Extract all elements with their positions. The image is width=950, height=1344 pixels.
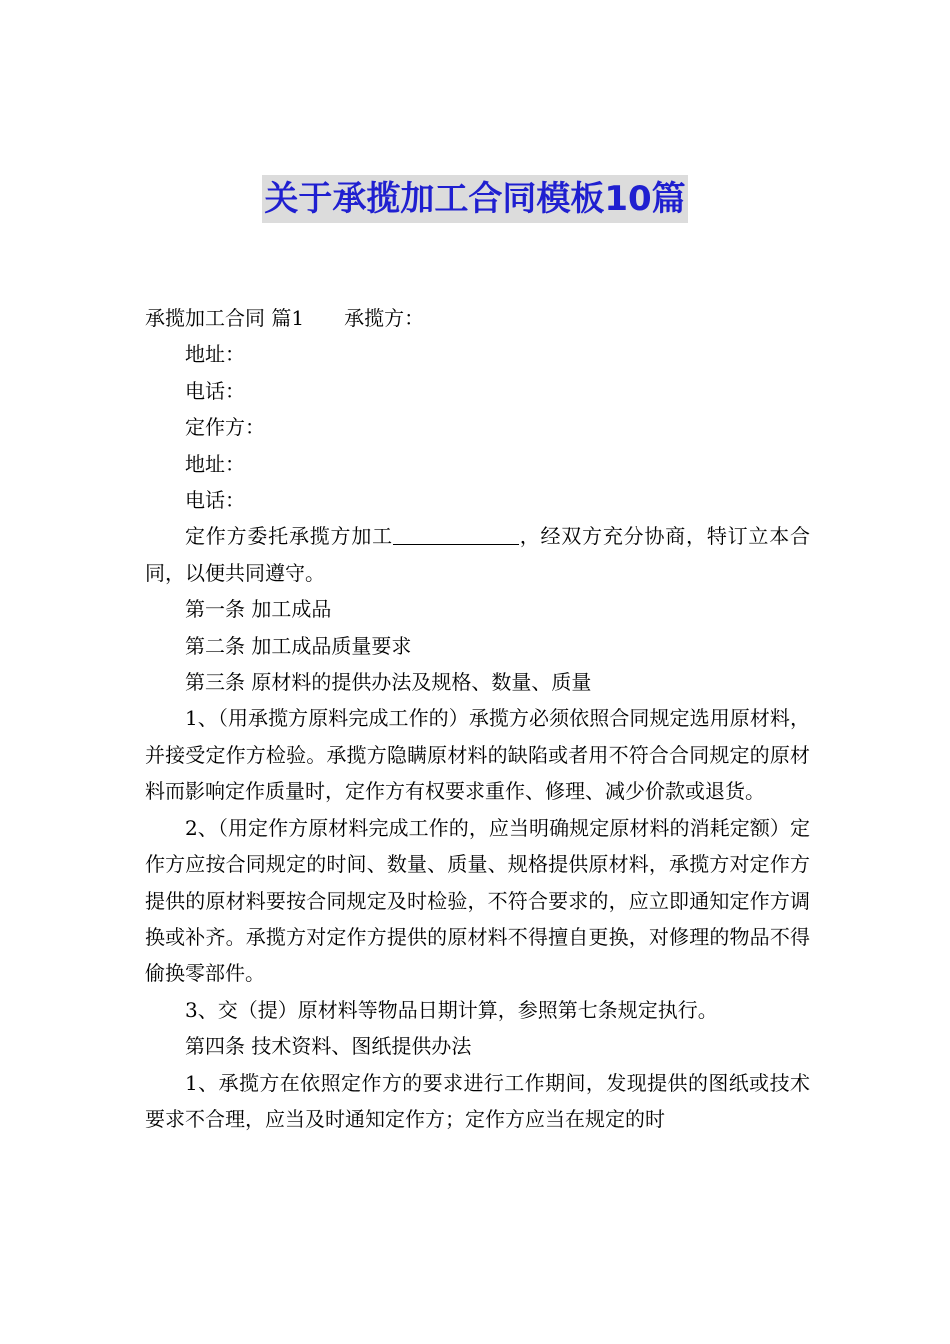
contractor-phone: 电话： <box>185 378 245 403</box>
article-1-heading: 第一条 加工成品 <box>185 597 332 622</box>
article-4-heading: 第四条 技术资料、图纸提供办法 <box>185 1034 472 1059</box>
article-4-clause-1: 1、承揽方在依照定作方的要求进行工作期间，发现提供的图纸或技术要求不合理，应当及时通知定作方；定作方应当在规定的时 <box>145 1070 810 1131</box>
orderer-phone: 电话： <box>185 488 245 513</box>
commission-paragraph <box>145 518 810 591</box>
page-title <box>0 175 950 223</box>
article-3-clause-1: 1、（用承揽方原料完成工作的）承揽方必须依照合同规定选用原材料，并接受定作方检验。承揽方隐瞒原材料的缺陷或者用不符合合同规定的原材料而影响定作质量时，定作方有权要求重作、修理、减少价款或退货。 <box>145 706 810 804</box>
article-3-clause-3: 3、交（提）原材料等物品日期计算，参照第七条规定执行。 <box>185 997 718 1022</box>
orderer-label: 定作方： <box>185 415 265 440</box>
article-3-clause-2: 2、（用定作方原材料完成工作的，应当明确规定原材料的消耗定额）定作方应按合同规定的时间、数量、质量、规格提供原材料，承揽方对定作方提供的原材料要按合同规定及时检验，不符合要求的，应立即通知定作方调换或补齐。承揽方对定作方提供的原材料不得擅自更换，对修理的物品不得偷换零部件。 <box>145 815 810 986</box>
blank-underline <box>393 524 519 545</box>
contract-section-label: 承揽加工合同 篇1 <box>145 306 305 330</box>
document-title: 关于承揽加工合同模板10篇 <box>262 175 687 223</box>
contractor-label: 承揽方： <box>344 306 425 330</box>
article-3-heading: 第三条 原材料的提供办法及规格、数量、质量 <box>185 670 592 695</box>
commission-text-end: ，经双方充分协商，特订立本合同，以便共同遵守。 <box>145 524 811 585</box>
orderer-address: 地址： <box>185 451 245 476</box>
document-body <box>145 300 810 1137</box>
commission-text-start: 定作方委托承揽方加工 <box>185 524 393 549</box>
contract-heading-line <box>145 300 810 336</box>
contractor-address: 地址： <box>185 342 245 367</box>
article-2-heading: 第二条 加工成品质量要求 <box>185 633 412 658</box>
